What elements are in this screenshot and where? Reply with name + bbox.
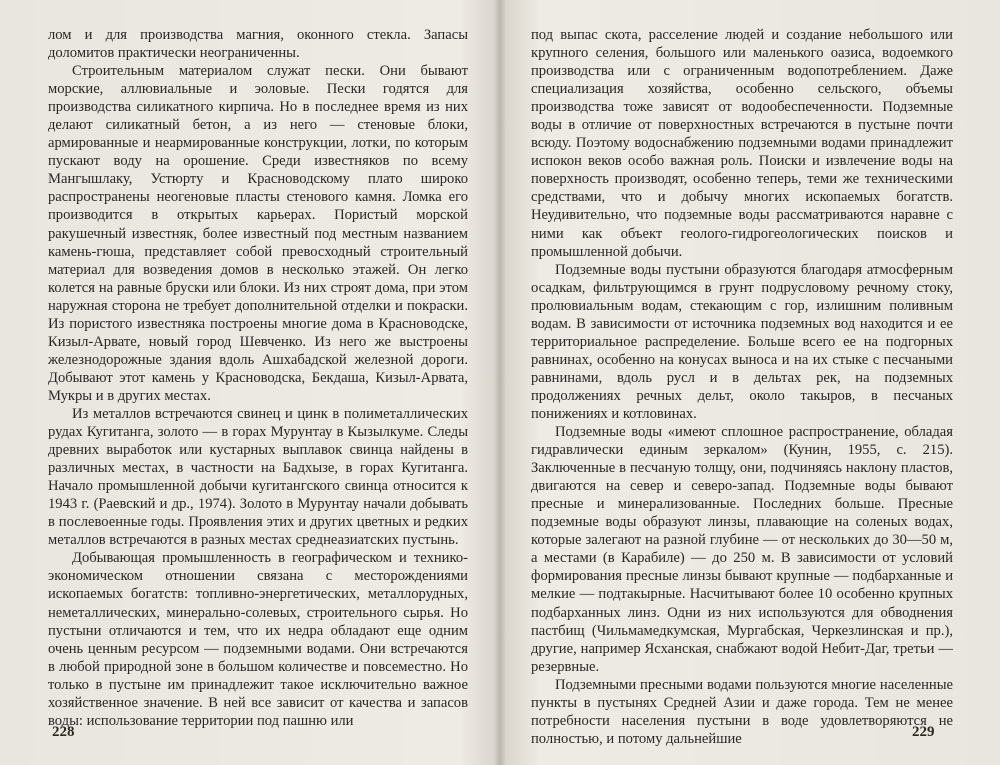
paragraph: Из металлов встречаются свинец и цинк в полиметаллических рудах Кугитанга, золото — в горах Мурунтау в Кызылкуме. Следы древних выработок или кустарных выплавок свинца найдены в различных местах, в частности на Бадхызе, в горах Кугитанга. Начало промышленной добычи кугитангского свинца относится к 1943 г. (Раевский и др., 1974). Золото в Мурунтау начали добывать в послевоенные годы. Проявления этих и других цветных и редких металлов встречаются в разных местах среднеазиатских пустынь.: [48, 405, 468, 549]
paragraph: Подземные воды «имеют сплошное распространение, обладая гидравлически единым зеркалом» (Кунин, 1955, с. 215). Заключенные в песчаную толщу, они, подчиняясь наклону пластов, двигаются на север и северо-запад. Подземные воды бывают пресные и минерализованные. Последних больше. Пресные подземные воды образуют линзы, плавающие на соленых водах, которые залегают на разной глубине — от нескольких до 30—50 м, а местами (в Карабиле) — до 250 м. В зависимости от условий формирования пресные линзы бывают крупные — подбарханные и мелкие — подтакырные. Насчитывают более 10 особенно крупных подбарханных линз. Одни из них используются для обводнения пастбищ (Чильмамедкумская, Мургабская, Черкезлинская и пр.), другие, например Ясханская, снабжают водой Небит-Даг, третьи — резервные.: [531, 424, 953, 675]
paragraph: под выпас скота, расселение людей и создание небольшого или крупного селения, большого или маленького оазиса, водоемкого производства или с ограниченным водопотреблением. Даже специализация хозяйства, особенно сельского, объемы производства тоже зависят от водообеспеченности. Подземные воды в отличие от поверхностных встречаются в пустыне почти всюду. Поэтому водоснабжению подземными водами принадлежит испокон веков особо важная роль. Поиски и извлечение воды на поверхность производят, особенно теперь, теми же техническими средствами, что и добычу многих ископаемых богатств. Неудивительно, что подземные воды рассматриваются наравне с ними как объект геолого-гидрогеологических поисков и промышленной добычи.: [531, 27, 953, 260]
paragraph: Подземные воды пустыни образуются благодаря атмосферным осадкам, фильтрующимся в грунт подрусловому речному стоку, пролювиальным водам, стекающим с гор, излишним поливным водам. В зависимости от источника подземных вод находится и ее территориальное распределение. Больше всего ее на подгорных равнинах, особенно на конусах выноса и на их стыке с песчаными равнинами, вдоль русл и в дельтах рек, на подземных продолжениях речных дельт, около такыров, в песчаных понижениях и котловинах.: [531, 261, 953, 422]
paragraph: лом и для производства магния, оконного стекла. Запасы доломитов практически неограниченны.: [48, 27, 468, 62]
left-page: [48, 26, 468, 761]
page-number: 228: [52, 724, 75, 740]
page-number: 229: [912, 724, 935, 740]
paragraph: Добывающая промышленность в географическом и технико-экономическом отношении связана с месторождениями ископаемых богатств: топливно-энергетических, металлорудных, неметаллических, минерально-солевых, строительного сырья. Но пустыни отличаются и тем, что их недра обладают еще одним очень ценным ресурсом — подземными водами. Они встречаются в любой природной зоне в большом количестве и повсеместно. Но только в пустыне им принадлежит такое исключительно важное хозяйственное значение. В ней все зависит от качества и запасов воды: использование территории под пашню или: [48, 550, 468, 729]
paragraph: Строительным материалом служат пески. Они бывают морские, аллювиальные и эоловые. Пески годятся для производства силикатного кирпича. Но в последнее время из них делают силикатный бетон, а из него — стеновые блоки, армированные и неармированные конструкции, лотки, по которым пускают воду на орошение. Среди известняков по всему Мангышлаку, Устюрту и Красноводскому плато широко распространены неогеновые пласты стенового камня. Ломка его производится в открытых карьерах. Пористый морской ракушечный известняк, более известный под местным названием камень-гюша, представляет собой превосходный строительный материал для возведения домов в несколько этажей. Он легко колется на равные бруски или блоки. Из них строят дома, при этом наружная сторона не требует дополнительной отделки и покраски. Из пористого известняка построены многие дома в Красноводске, Кизыл-Арвате, новый город Шевченко. Из него же выстроены железнодорожные здания вдоль Ашхабадской железной дороги. Добывают этот камень у Красноводска, Бекдаша, Кизыл-Арвата, Мукры и в других местах.: [48, 63, 468, 404]
paragraph: Подземными пресными водами пользуются многие населенные пункты в пустынях Средней Азии и даже города. Тем не менее потребности населения пустыни в воде удовлетворяются не полностью, и потому дальнейшие: [531, 676, 953, 747]
book-gutter: [494, 0, 506, 765]
right-page: [531, 26, 953, 761]
